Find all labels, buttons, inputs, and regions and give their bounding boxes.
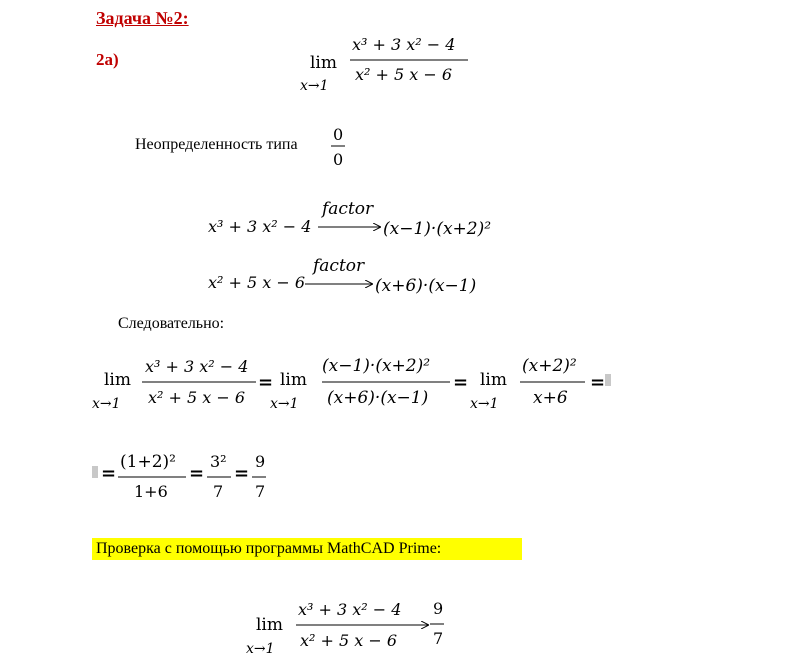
chain-frac1-num: x³ + 3 x² − 4 bbox=[145, 357, 249, 376]
factor-keyword: factor bbox=[322, 199, 374, 219]
lim-word: lim bbox=[104, 370, 131, 390]
subst-num: (1+2)² bbox=[120, 452, 176, 472]
factor-input-denominator: x² + 5 x − 6 bbox=[208, 273, 306, 292]
check-numerator: x³ + 3 x² − 4 bbox=[298, 600, 402, 619]
step-num: 3² bbox=[210, 452, 227, 471]
equality-chain-1 bbox=[92, 356, 611, 412]
svg-text:=: = bbox=[101, 463, 117, 484]
result-num: 9 bbox=[255, 452, 266, 471]
factor-keyword: factor bbox=[313, 256, 365, 276]
step-den: 7 bbox=[213, 482, 224, 501]
chain-frac1-den: x² + 5 x − 6 bbox=[148, 388, 246, 407]
zero-num: 0 bbox=[333, 125, 344, 144]
factor-result-denominator: (x+6)·(x−1) bbox=[375, 276, 477, 296]
lim-word: lim bbox=[480, 370, 507, 390]
svg-text:=: = bbox=[590, 372, 606, 393]
indeterminacy-label: Неопределенность типа bbox=[135, 136, 298, 153]
fraction-numerator: x³ + 3 x² − 4 bbox=[352, 35, 456, 54]
svg-text:=: = bbox=[453, 372, 469, 393]
region-placeholder bbox=[605, 374, 611, 386]
indeterminacy-fraction bbox=[331, 125, 345, 169]
check-result-num: 9 bbox=[433, 599, 444, 618]
svg-text:=: = bbox=[234, 463, 250, 484]
lim-sub: x→1 bbox=[92, 396, 121, 412]
chain-frac2-den: (x+6)·(x−1) bbox=[327, 388, 429, 408]
result-den: 7 bbox=[255, 482, 266, 501]
lim-word: lim bbox=[310, 53, 337, 73]
svg-text:=: = bbox=[189, 463, 205, 484]
chain-frac3-num: (x+2)² bbox=[522, 356, 577, 376]
check-result-den: 7 bbox=[433, 629, 444, 648]
region-placeholder bbox=[92, 466, 98, 478]
limit-1 bbox=[300, 35, 468, 94]
lim-word: lim bbox=[256, 615, 283, 635]
check-denominator: x² + 5 x − 6 bbox=[300, 631, 398, 650]
factor-input-numerator: x³ + 3 x² − 4 bbox=[208, 217, 312, 236]
chain-frac3-den: x+6 bbox=[533, 388, 568, 408]
fraction-denominator: x² + 5 x − 6 bbox=[355, 65, 453, 84]
lim-sub: x→1 bbox=[300, 78, 329, 94]
svg-text:=: = bbox=[258, 372, 274, 393]
equality-chain-2 bbox=[92, 452, 266, 501]
subst-den: 1+6 bbox=[134, 482, 168, 501]
factor-line-1 bbox=[208, 199, 491, 239]
therefore-label: Следовательно: bbox=[118, 315, 225, 332]
mathcad-check bbox=[246, 599, 444, 657]
zero-den: 0 bbox=[333, 150, 344, 169]
lim-sub: x→1 bbox=[246, 641, 275, 657]
chain-frac2-num: (x−1)·(x+2)² bbox=[322, 356, 431, 376]
factor-result-numerator: (x−1)·(x+2)² bbox=[383, 219, 492, 239]
lim-word: lim bbox=[280, 370, 307, 390]
task-title: Задача №2: bbox=[96, 8, 189, 28]
part-label: 2a) bbox=[96, 50, 119, 69]
factor-line-2 bbox=[208, 256, 476, 296]
lim-sub: x→1 bbox=[270, 396, 299, 412]
mathcad-check-label: Проверка с помощью программы MathCAD Prime: bbox=[92, 538, 522, 560]
lim-sub: x→1 bbox=[470, 396, 499, 412]
